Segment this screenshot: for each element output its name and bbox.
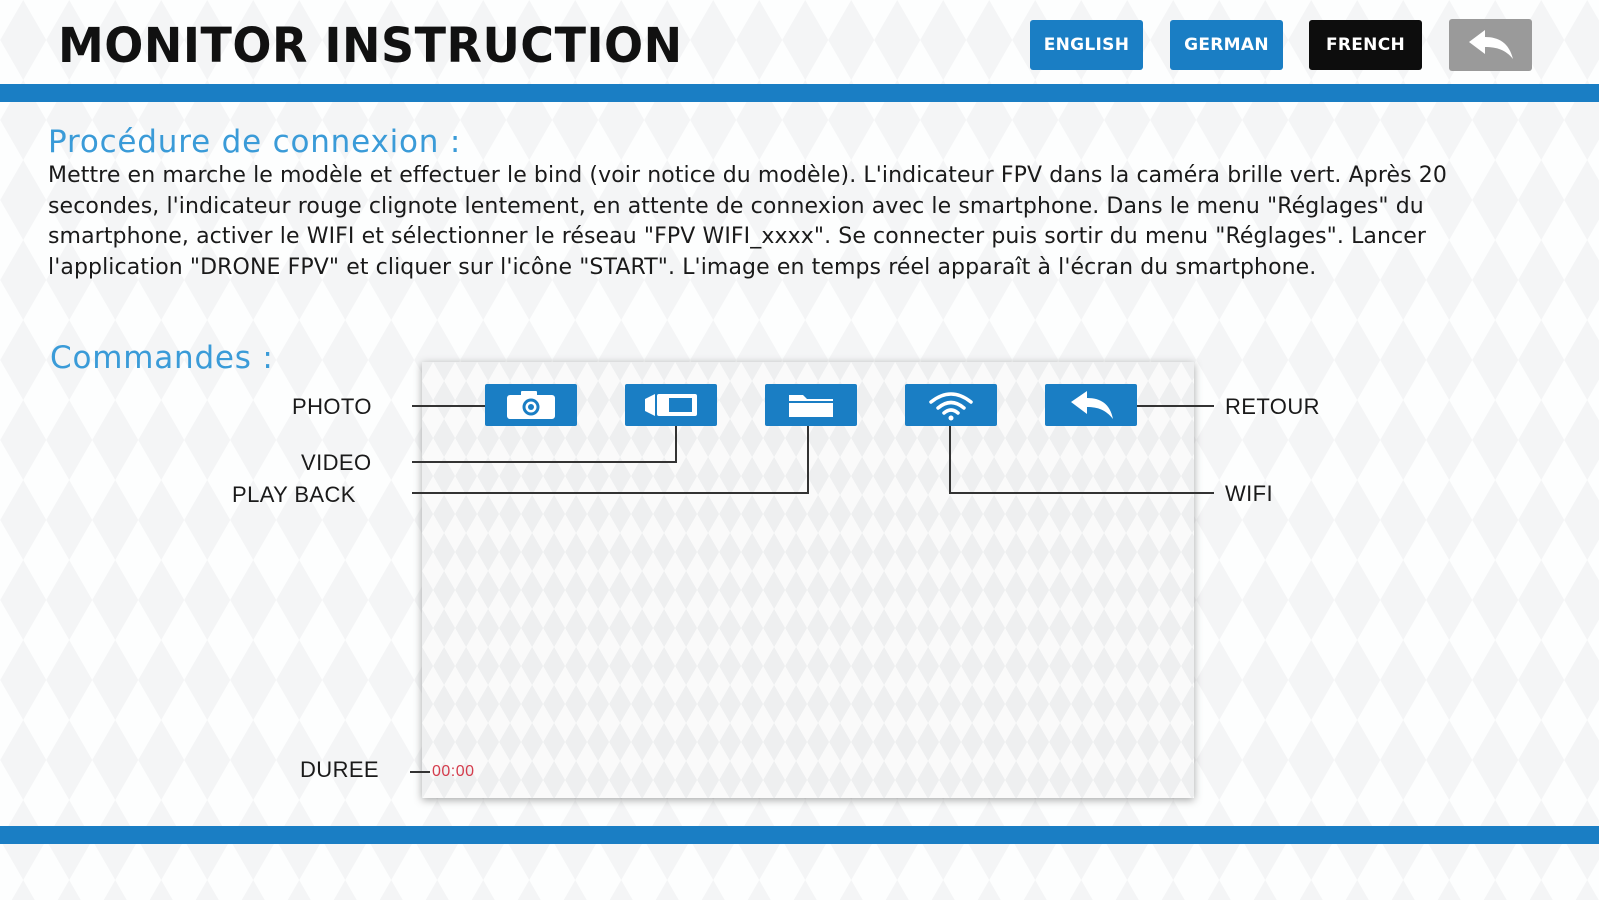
playback-control-button <box>765 384 857 426</box>
duree-value: 00:00 <box>432 763 475 780</box>
footer-divider <box>0 826 1599 844</box>
retour-leader-line <box>1137 405 1214 407</box>
photo-leader-line <box>412 405 485 407</box>
duree-leader-line <box>410 771 430 773</box>
video-label: VIDEO <box>301 450 372 475</box>
back-arrow-icon <box>1063 388 1119 422</box>
retour-control-button <box>1045 384 1137 426</box>
playback-leader-horizontal <box>412 492 809 494</box>
photo-label: PHOTO <box>292 394 372 419</box>
header-divider <box>0 84 1599 102</box>
wifi-leader-vertical <box>949 426 951 494</box>
photo-control-button <box>485 384 577 426</box>
video-camera-icon <box>639 388 703 422</box>
playback-leader-vertical <box>807 426 809 494</box>
connexion-text: Mettre en marche le modèle et effectuer le bind (voir notice du modèle). L'indicateur FPV dans la caméra brille vert. Après 20 secondes, l'indicateur rouge clignote lentement, en attente de connexion avec le smartphone. Dans le menu "Réglages" du smartphone, activer le WIFI et sélectionner le réseau "FPV WIFI_xxxx". Se connecter puis sortir du menu "Réglages". Lancer l'application "DRONE FPV" et cliquer sur l'icône "START". L'image en temps réel apparaît à l'écran du smartphone. <box>48 163 1447 280</box>
commandes-heading: Commandes : <box>50 340 274 376</box>
page-title: MONITOR INSTRUCTION <box>58 16 683 74</box>
retour-label: RETOUR <box>1225 394 1320 419</box>
wifi-control-button <box>905 384 997 426</box>
wifi-leader-horizontal <box>949 492 1214 494</box>
camera-icon <box>501 388 561 422</box>
video-control-button <box>625 384 717 426</box>
playback-label: PLAY BACK <box>232 482 356 507</box>
german-button[interactable]: GERMAN <box>1170 20 1283 70</box>
connexion-heading: Procédure de connexion : <box>48 124 462 160</box>
video-leader-horizontal <box>412 461 677 463</box>
back-arrow-icon <box>1465 27 1517 63</box>
wifi-icon <box>923 388 979 422</box>
english-button[interactable]: ENGLISH <box>1030 20 1143 70</box>
back-button[interactable] <box>1449 19 1532 71</box>
wifi-label: WIFI <box>1225 481 1274 506</box>
video-leader-vertical <box>675 426 677 463</box>
folder-icon <box>783 388 839 422</box>
french-button[interactable]: FRENCH <box>1309 20 1422 70</box>
duree-label: DUREE <box>300 757 380 782</box>
